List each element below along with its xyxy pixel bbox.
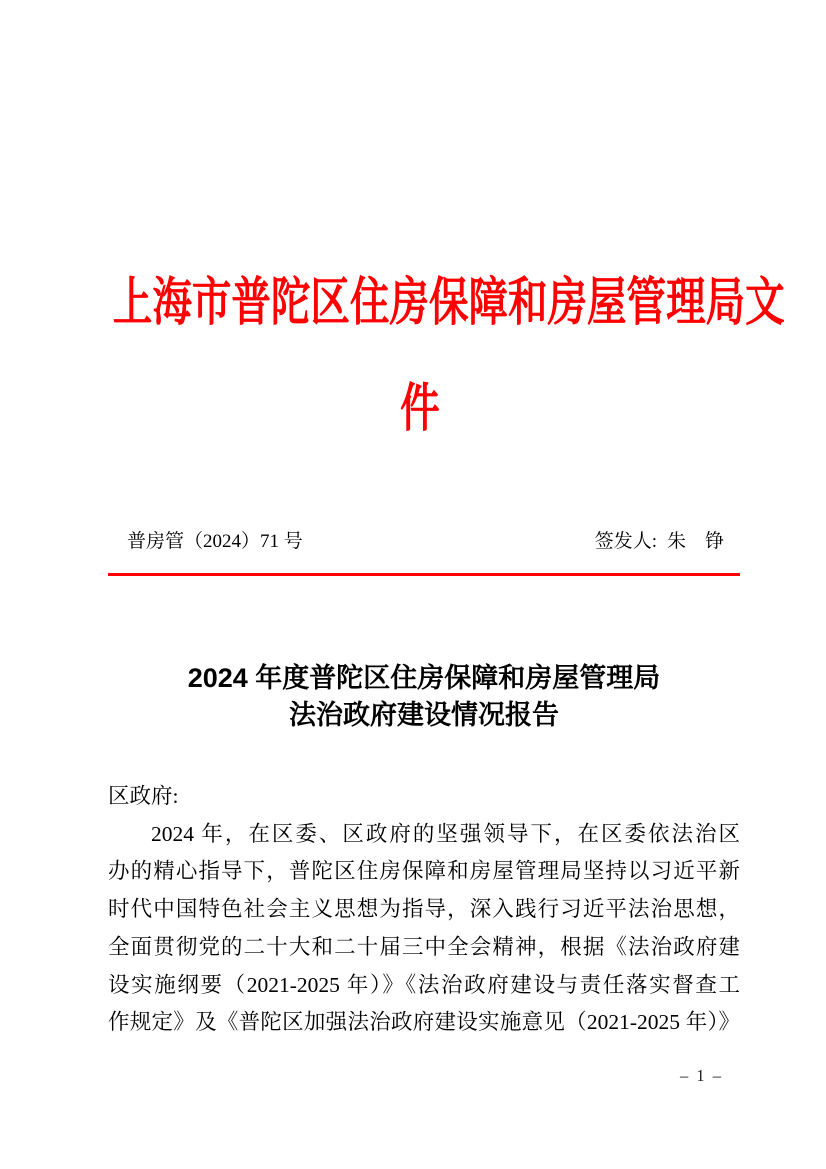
document-number-row: [108, 529, 740, 555]
issuer: [595, 529, 724, 555]
document-title: [108, 660, 740, 734]
letterhead-title-line1: 上海市普陀区住房保障和房屋管理局文: [112, 275, 785, 332]
letterhead-title-line2: 件: [400, 381, 440, 438]
body-line: 全面贯彻党的二十大和二十届三中全会精神，根据《法治政府建: [108, 934, 740, 959]
salutation: 区政府:: [108, 784, 179, 808]
body-line: 设实施纲要（2021-2025 年）》《法治政府建设与责任落实督查工: [108, 972, 740, 997]
document-body: [108, 778, 740, 1042]
body-line: 2024 年，在区委、区政府的坚强领导下，在区委依法治区: [151, 821, 740, 846]
issuer-name: 朱 铮: [666, 531, 724, 552]
body-line: 办的精心指导下，普陀区住房保障和房屋管理局坚持以习近平新: [108, 859, 740, 884]
document-number: 普房管（2024）71 号: [127, 531, 303, 552]
letterhead-title: [99, 251, 785, 463]
document-title-line2: 法治政府建设情况报告: [289, 700, 559, 730]
red-divider-line: [108, 573, 740, 576]
body-line: 时代中国特色社会主义思想为指导，深入践行习近平法治思想，: [108, 897, 740, 922]
page-number: – 1 –: [680, 1066, 723, 1085]
document-title-line1: 2024 年度普陀区住房保障和房屋管理局: [187, 663, 661, 693]
issuer-label: 签发人:: [594, 531, 657, 552]
body-line: 作规定》及《普陀区加强法治政府建设实施意见（2021-2025 年）》: [108, 1010, 740, 1035]
